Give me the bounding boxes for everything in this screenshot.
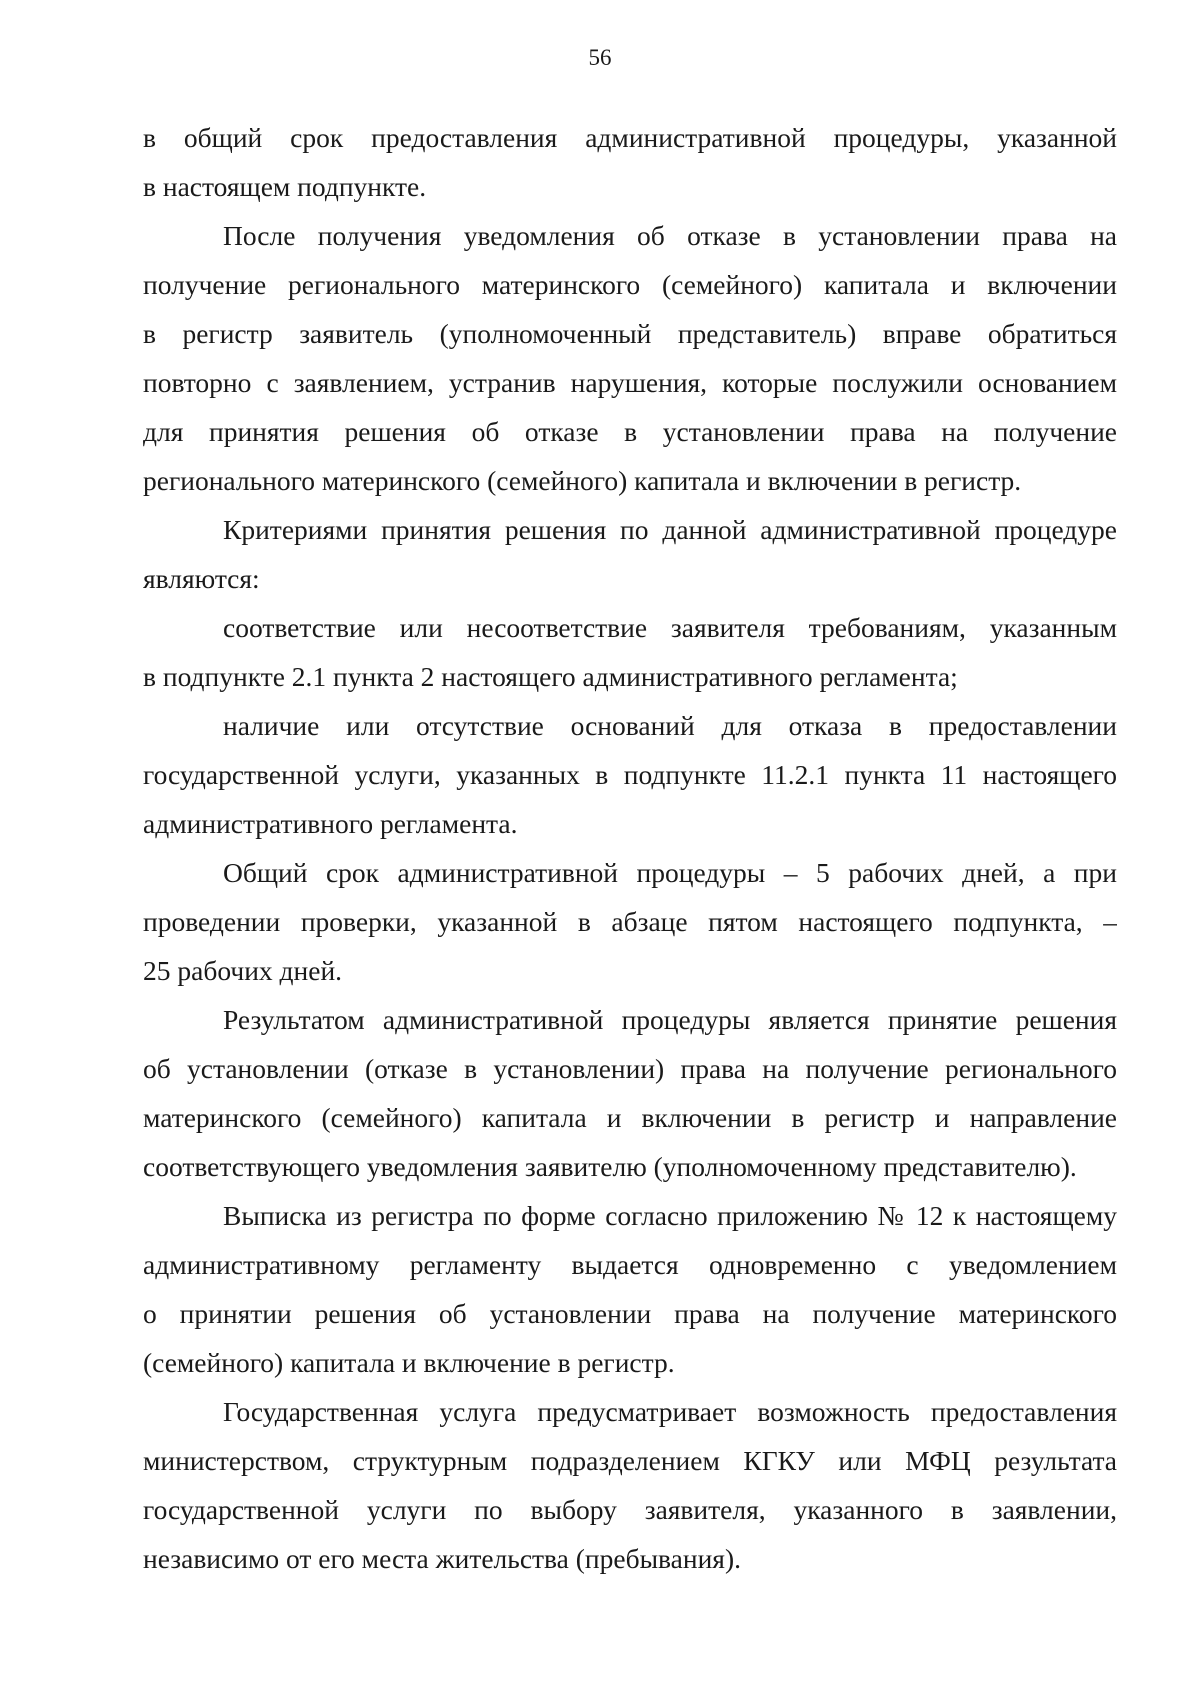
text-line: для принятия решения об отказе в установлении права на получение <box>143 416 1117 447</box>
text-line: государственной услуги по выбору заявителя, указанного в заявлении, <box>143 1494 1117 1525</box>
text-line: административному регламенту выдается одновременно с уведомлением <box>143 1249 1117 1280</box>
paragraph <box>143 603 1117 701</box>
text-line: в настоящем подпункте. <box>143 171 427 202</box>
text-line: соответствие или несоответствие заявителя требованиям, указанным <box>223 612 1117 643</box>
text-line: Общий срок административной процедуры – 5 рабочих дней, а при <box>223 857 1117 888</box>
text-line: в регистр заявитель (уполномоченный представитель) вправе обратиться <box>143 318 1117 349</box>
text-line: соответствующего уведомления заявителю (уполномоченному представителю). <box>143 1151 1077 1182</box>
text-line: независимо от его места жительства (пребывания). <box>143 1543 741 1574</box>
page-number: 56 <box>588 45 612 70</box>
text-line: являются: <box>143 563 260 594</box>
text-line: После получения уведомления об отказе в установлении права на <box>223 220 1117 251</box>
text-line: Критериями принятия решения по данной административной процедуре <box>223 514 1117 545</box>
text-line: государственной услуги, указанных в подпункте 11.2.1 пункта 11 настоящего <box>143 759 1117 790</box>
paragraph <box>143 1191 1117 1387</box>
text-line: проведении проверки, указанной в абзаце пятом настоящего подпункта, – <box>143 906 1117 937</box>
text-line: материнского (семейного) капитала и включении в регистр и направление <box>143 1102 1117 1133</box>
text-line: Выписка из регистра по форме согласно приложению № 12 к настоящему <box>223 1200 1117 1231</box>
text-line: министерством, структурным подразделением КГКУ или МФЦ результата <box>143 1445 1117 1476</box>
text-line: получение регионального материнского (семейного) капитала и включении <box>143 269 1117 300</box>
text-line: наличие или отсутствие оснований для отказа в предоставлении <box>223 710 1117 741</box>
paragraph <box>143 848 1117 995</box>
document-body <box>143 113 1117 1583</box>
text-line: в подпункте 2.1 пункта 2 настоящего административного регламента; <box>143 661 958 692</box>
paragraph <box>143 701 1117 848</box>
text-line: (семейного) капитала и включение в регистр. <box>143 1347 675 1378</box>
text-line: повторно с заявлением, устранив нарушения, которые послужили основанием <box>143 367 1117 398</box>
paragraph <box>143 505 1117 603</box>
text-line: об установлении (отказе в установлении) права на получение регионального <box>143 1053 1117 1084</box>
text-line: регионального материнского (семейного) капитала и включении в регистр. <box>143 465 1022 496</box>
text-line: Результатом административной процедуры является принятие решения <box>223 1004 1117 1035</box>
paragraph <box>143 1387 1117 1583</box>
text-line: административного регламента. <box>143 808 518 839</box>
text-line: в общий срок предоставления административной процедуры, указанной <box>143 122 1117 153</box>
text-line: о принятии решения об установлении права на получение материнского <box>143 1298 1117 1329</box>
text-line: 25 рабочих дней. <box>143 955 343 986</box>
text-line: Государственная услуга предусматривает возможность предоставления <box>223 1396 1117 1427</box>
paragraph <box>143 995 1117 1191</box>
paragraph-continuation <box>143 113 1117 211</box>
paragraph <box>143 211 1117 505</box>
